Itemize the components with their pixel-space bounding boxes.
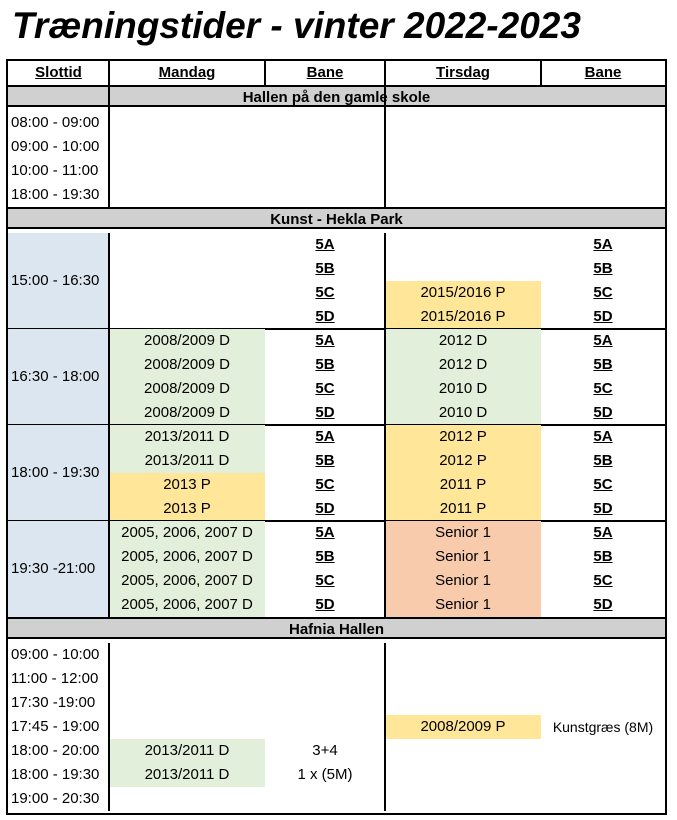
monday-team: 2008/2009 D [109,401,265,425]
monday-lane: 5D [315,404,335,421]
tuesday-team: 2010 D [385,401,541,425]
tuesday-lane [541,763,665,787]
monday-team: 2013 P [109,473,265,497]
tuesday-team [385,691,541,715]
page-title: Træningstider - vinter 2022-2023 [12,5,581,46]
tuesday-team [385,233,541,257]
monday-lane: 5B [315,548,335,565]
column-divider [384,643,386,811]
monday-team [109,643,265,667]
monday-lane: 3+4 [312,742,338,759]
time-slot: 17:30 -19:00 [11,694,96,711]
tuesday-lane: 5B [593,260,613,277]
tuesday-lane [541,739,665,763]
time-slot: 15:00 - 16:30 [8,233,109,329]
section-header: Hafnia Hallen [8,617,665,639]
tuesday-team: 2011 P [385,497,541,521]
column-divider [108,233,110,617]
tuesday-team: Senior 1 [385,545,541,569]
monday-team: 2013/2011 D [109,449,265,473]
schedule-table [6,59,667,815]
column-header: Mandag [158,64,216,81]
tuesday-lane: 5D [593,596,613,613]
monday-team [109,787,265,811]
monday-team: 2013/2011 D [109,739,265,763]
column-divider [108,643,110,811]
tuesday-team: 2012 P [385,425,541,449]
section-header: Kunst - Hekla Park [8,207,665,229]
monday-lane: 5A [315,428,335,445]
tuesday-team: 2008/2009 P [385,715,541,739]
tuesday-team: 2012 D [385,353,541,377]
column-header: Bane [584,64,622,81]
monday-team [109,691,265,715]
time-slot: 19:00 - 20:30 [11,790,100,807]
tuesday-team [385,257,541,281]
section-header: Hallen på den gamle skole [8,85,665,107]
monday-lane: 5C [315,284,335,301]
monday-team: 2013 P [109,497,265,521]
time-slot: 18:00 - 19:30 [11,186,100,203]
tuesday-lane: 5C [593,380,613,397]
monday-team: 2013/2011 D [109,425,265,449]
tuesday-team [385,787,541,811]
monday-lane [265,667,385,691]
monday-lane: 5B [315,260,335,277]
monday-lane: 5D [315,308,335,325]
tuesday-team [385,667,541,691]
time-slot: 08:00 - 09:00 [11,114,100,131]
monday-team: 2005, 2006, 2007 D [109,545,265,569]
monday-team: 2008/2009 D [109,329,265,353]
time-slot: 18:00 - 20:00 [11,742,100,759]
monday-lane: 5A [315,524,335,541]
monday-team [109,667,265,691]
monday-lane: 5C [315,572,335,589]
tuesday-lane: 5D [593,308,613,325]
monday-team: 2008/2009 D [109,353,265,377]
monday-lane: 5D [315,500,335,517]
column-divider [108,61,110,207]
time-slot: 17:45 - 19:00 [11,718,100,735]
tuesday-team [385,643,541,667]
tuesday-lane: Kunstgræs (8M) [552,719,654,735]
tuesday-lane: 5C [593,572,613,589]
tuesday-team: 2011 P [385,473,541,497]
monday-lane: 5D [315,596,335,613]
monday-lane [265,715,385,739]
tuesday-team [385,763,541,787]
time-slot: 18:00 - 19:30 [8,425,109,521]
tuesday-team: 2012 P [385,449,541,473]
tuesday-team: Senior 1 [385,521,541,545]
monday-team: 2005, 2006, 2007 D [109,569,265,593]
tuesday-lane: 5B [593,452,613,469]
monday-team: 2005, 2006, 2007 D [109,593,265,617]
tuesday-lane: 5A [593,236,613,253]
monday-team: 2013/2011 D [109,763,265,787]
monday-team [109,281,265,305]
tuesday-team: 2015/2016 P [385,305,541,329]
column-divider [384,233,386,617]
column-divider [384,61,386,207]
column-header: Slottid [35,64,82,81]
tuesday-lane: 5B [593,548,613,565]
time-slot: 10:00 - 11:00 [11,162,99,179]
time-slot: 09:00 - 10:00 [11,646,100,663]
monday-team [109,233,265,257]
tuesday-team: 2012 D [385,329,541,353]
monday-lane: 5C [315,476,335,493]
monday-lane [265,787,385,811]
tuesday-lane: 5A [593,428,613,445]
monday-lane: 1 x (5M) [297,766,353,783]
monday-team: 2005, 2006, 2007 D [109,521,265,545]
monday-team [109,257,265,281]
monday-team [109,715,265,739]
column-divider [264,61,266,85]
monday-lane [265,643,385,667]
tuesday-lane: 5D [593,500,613,517]
tuesday-team: Senior 1 [385,569,541,593]
monday-lane: 5C [315,380,335,397]
tuesday-team: Senior 1 [385,593,541,617]
monday-lane: 5A [315,236,335,253]
tuesday-lane: 5A [593,332,613,349]
tuesday-lane: 5B [593,356,613,373]
monday-team: 2008/2009 D [109,377,265,401]
column-header: Bane [306,64,344,81]
tuesday-lane: 5C [593,284,613,301]
monday-team [109,305,265,329]
monday-lane: 5A [315,332,335,349]
tuesday-lane: 5D [593,404,613,421]
tuesday-team [385,739,541,763]
time-slot: 11:00 - 12:00 [11,670,99,687]
tuesday-lane [541,787,665,811]
time-slot: 18:00 - 19:30 [11,766,100,783]
monday-lane: 5B [315,452,335,469]
monday-lane [265,691,385,715]
tuesday-team: 2010 D [385,377,541,401]
time-slot: 09:00 - 10:00 [11,138,100,155]
time-slot: 19:30 -21:00 [8,521,109,617]
tuesday-lane: 5A [593,524,613,541]
monday-lane: 5B [315,356,335,373]
tuesday-lane: 5C [593,476,613,493]
column-divider [540,61,542,85]
column-header: Tirsdag [436,64,490,81]
tuesday-lane [541,691,665,715]
tuesday-team: 2015/2016 P [385,281,541,305]
tuesday-lane [541,667,665,691]
time-slot: 16:30 - 18:00 [8,329,109,425]
tuesday-lane [541,643,665,667]
